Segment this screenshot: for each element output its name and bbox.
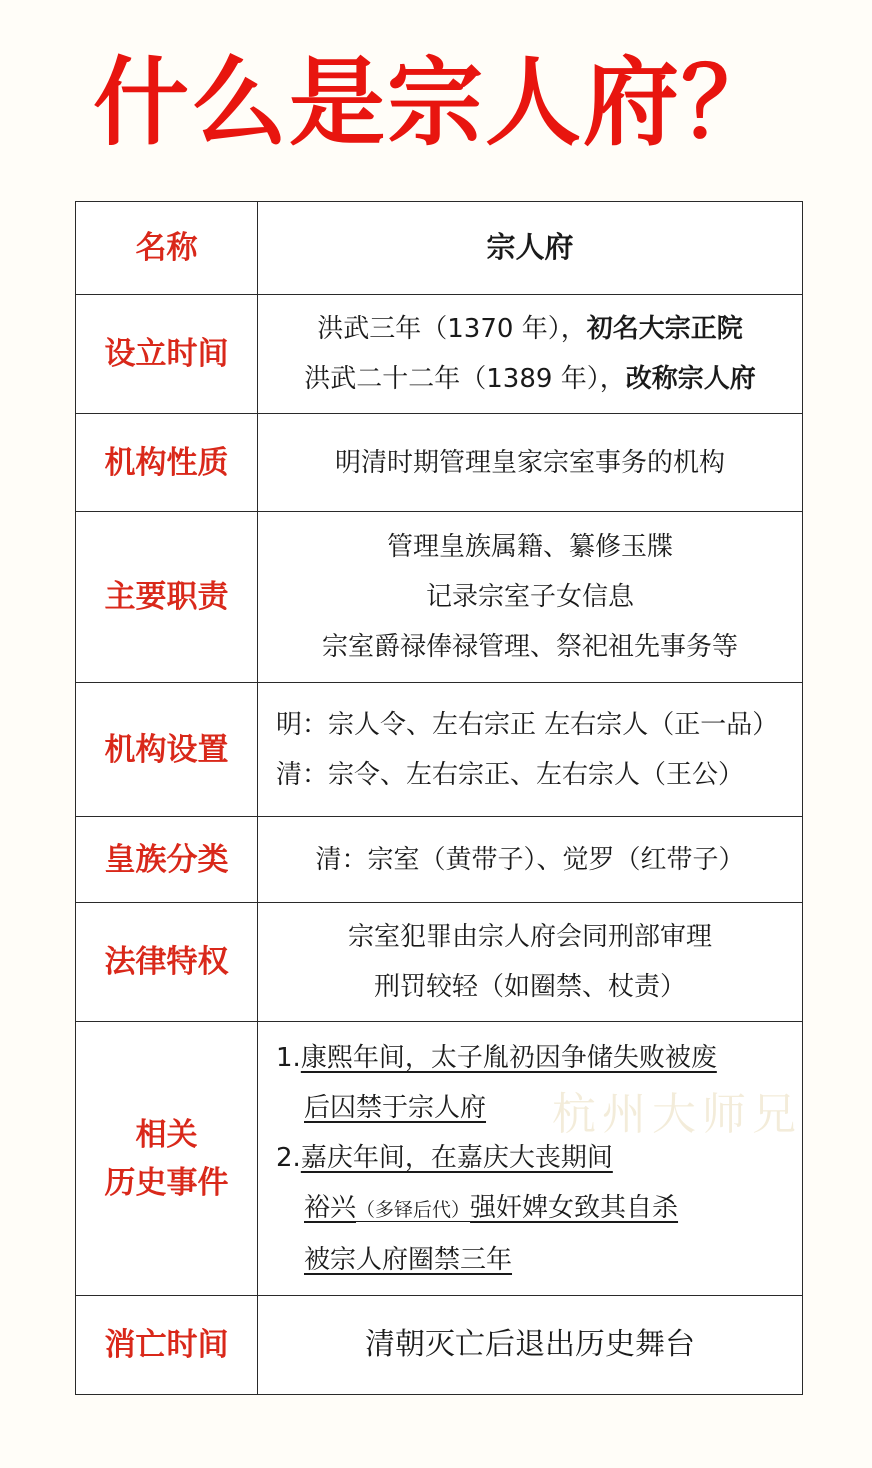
row-value: [258, 683, 803, 817]
event-text: 裕兴: [304, 1192, 357, 1223]
event-item-2-cont: [258, 1183, 802, 1235]
row-value: [258, 1296, 803, 1395]
event-text: 强奸婢女致其自杀: [470, 1192, 679, 1223]
row-value: [258, 1022, 803, 1296]
table-row: [76, 903, 803, 1022]
row-value: [258, 903, 803, 1022]
row-label: [76, 1022, 258, 1296]
table-row: [76, 512, 803, 683]
established-date: 洪武三年（1370 年），: [317, 314, 587, 344]
row-value: [258, 202, 803, 295]
page-title: 什么是宗人府？: [93, 47, 779, 159]
row-value: 清：宗室（黄带子）、觉罗（红带子）: [258, 817, 803, 903]
row-label: 机构设置: [76, 683, 258, 817]
event-text: 康熙年间，太子胤礽因争储失败被废: [300, 1042, 717, 1073]
row-label: 设立时间: [76, 295, 258, 414]
duty-item: 管理皇族属籍、纂修玉牒: [386, 532, 673, 562]
row-label: 皇族分类: [76, 817, 258, 903]
events-label-line: 历史事件: [104, 1164, 229, 1201]
table-row: [76, 295, 803, 414]
event-number: 1.: [276, 1042, 301, 1073]
table-row: [76, 202, 803, 295]
renamed-line: [258, 354, 802, 404]
row-label: 机构性质: [76, 414, 258, 512]
event-note: （多铎后代）: [356, 1198, 471, 1221]
table-row: [76, 683, 803, 817]
info-table: [75, 201, 803, 1395]
structure-qing: 清：宗令、左右宗正、左右宗人（王公）: [276, 759, 745, 790]
row-label: 主要职责: [76, 512, 258, 683]
event-item-1: [258, 1033, 802, 1083]
duty-item: 记录宗室子女信息: [425, 582, 634, 612]
event-number: 2.: [276, 1142, 301, 1173]
renamed-date: 洪武二十二年（1389 年），: [304, 364, 626, 394]
events-label-line: 相关: [135, 1116, 198, 1153]
event-text: 嘉庆年间，在嘉庆大丧期间: [300, 1142, 613, 1173]
legal-item: 宗室犯罪由宗人府会同刑部审理: [347, 922, 712, 952]
table-row: [76, 414, 803, 512]
table-row: [76, 1022, 803, 1296]
duty-item: 宗室爵禄俸禄管理、祭祀祖先事务等: [321, 632, 738, 662]
watermark: 杭州大师兄: [552, 1089, 802, 1140]
row-label: 法律特权: [76, 903, 258, 1022]
end-value: 清朝灭亡后退出历史舞台: [365, 1326, 695, 1362]
row-value: 明清时期管理皇家宗室事务的机构: [258, 414, 803, 512]
legal-item: 刑罚较轻（如圈禁、杖责）: [373, 972, 686, 1002]
established-name: 初名大宗正院: [586, 314, 743, 344]
row-label: 消亡时间: [76, 1296, 258, 1395]
renamed-name: 改称宗人府: [625, 364, 756, 394]
event-text: 后囚禁于宗人府: [304, 1092, 487, 1123]
row-value: [258, 295, 803, 414]
row-label: 名称: [76, 202, 258, 295]
established-line: [258, 304, 802, 354]
name-value: 宗人府: [486, 230, 574, 264]
table-row: [76, 817, 803, 903]
table-row: [76, 1296, 803, 1395]
row-value: [258, 512, 803, 683]
event-item-2-cont: [258, 1235, 802, 1285]
event-text: 被宗人府圈禁三年: [304, 1244, 513, 1275]
structure-ming: 明：宗人令、左右宗正 左右宗人（正一品）: [276, 709, 779, 740]
